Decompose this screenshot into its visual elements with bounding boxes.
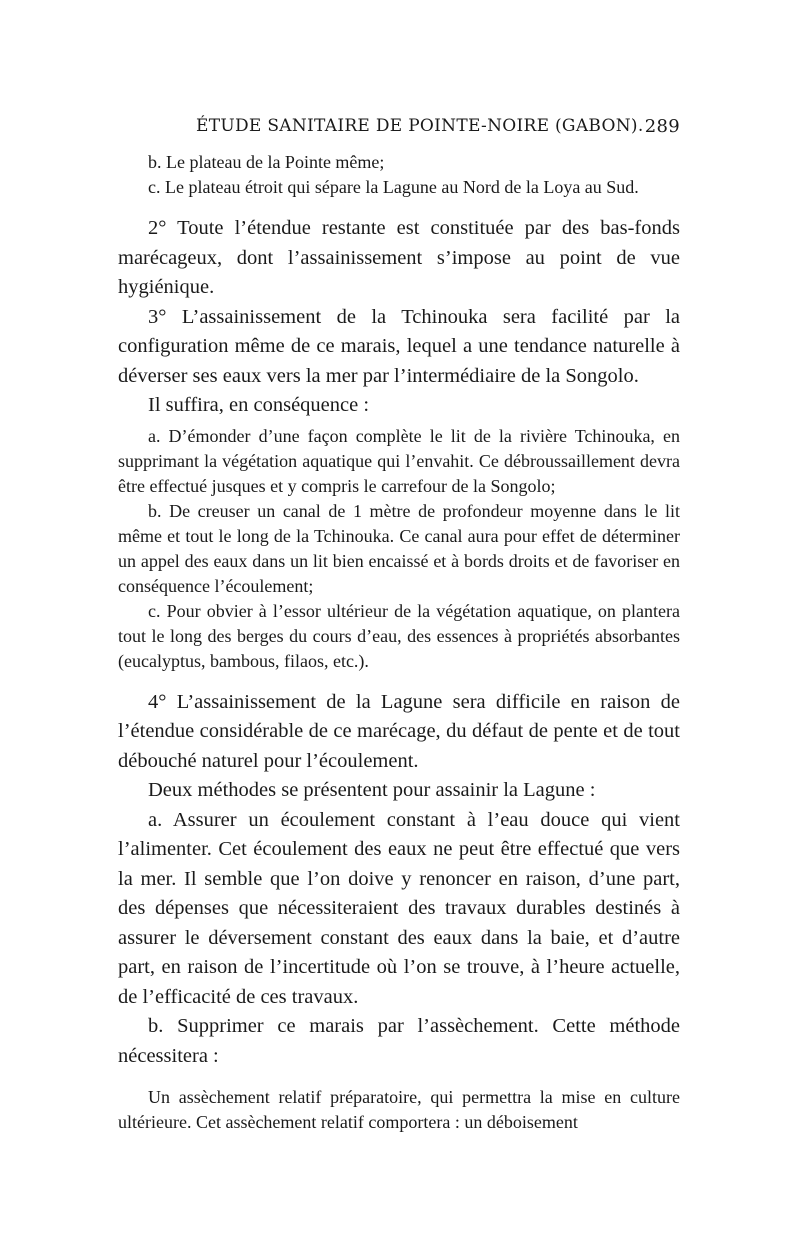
paragraph-list-b: b. Le plateau de la Pointe même; bbox=[148, 152, 385, 172]
paragraph-list-c: c. Le plateau étroit qui sépare la Lagune au Nord de la Loya au Sud. bbox=[148, 177, 639, 197]
page-body bbox=[118, 150, 680, 1135]
paragraph-tchinouka-b: b. De creuser un canal de 1 mètre de profondeur moyenne dans le lit même et tout le long de la Tchinouka. Ce canal aura pour effet de déterminer un appel des eaux dans un lit bien encaissé et à bords droits et de favoriser en conséquence l’écoulement; bbox=[118, 500, 680, 596]
paragraph-point-3: 3° L’assainissement de la Tchinouka sera facilité par la configuration même de ce marais, lequel a une tendance naturelle à déverser ses eaux vers la mer par l’intermédiaire de la Songolo. bbox=[118, 305, 680, 387]
page-number: 289 bbox=[644, 116, 680, 137]
running-header bbox=[118, 116, 680, 142]
paragraph-point-4: 4° L’assainissement de la Lagune sera difficile en raison de l’étendue considérable de ce marécage, du défaut de pente et de tout débouché naturel pour l’écoulement. bbox=[118, 690, 680, 772]
paragraph-drying: Un assèchement relatif préparatoire, qui permettra la mise en culture ultérieure. Cet assèchement relatif comportera : un déboisement bbox=[118, 1087, 680, 1132]
paragraph-point-2: 2° Toute l’étendue restante est constituée par des bas-fonds marécageux, dont l’assainissement s’impose au point de vue hygiénique. bbox=[118, 217, 680, 298]
paragraph-consequence: Il suffira, en conséquence : bbox=[148, 394, 370, 416]
paragraph-method-b: b. Supprimer ce marais par l’assèchement. Cette méthode nécessitera : bbox=[118, 1015, 680, 1067]
header-title: ÉTUDE SANITAIRE DE POINTE-NOIRE (GABON). bbox=[196, 116, 644, 136]
paragraph-two-methods: Deux méthodes se présentent pour assainir la Lagune : bbox=[148, 779, 596, 801]
paragraph-tchinouka-c: c. Pour obvier à l’essor ultérieur de la végétation aquatique, on plantera tout le long des berges du cours d’eau, des essences à propriétés absorbantes (eucalyptus, bambous, filaos, etc.). bbox=[118, 600, 680, 671]
paragraph-tchinouka-a: a. D’émonder d’une façon complète le lit de la rivière Tchinouka, en supprimant la végétation aquatique qui l’envahit. Ce débroussaillement devra être effectué jusques et y compris le carrefour de la Songolo; bbox=[118, 425, 680, 496]
paragraph-method-a: a. Assurer un écoulement constant à l’eau douce qui vient l’alimenter. Cet écoulement des eaux ne peut être effectué que vers la mer. Il semble que l’on doive y renoncer en raison, d’une part, des dépenses que nécessiteraient des travaux durables destinés à assurer le déversement constant des eaux dans la baie, et d’autre part, en raison de l’incertitude où l’on se trouve, à l’heure actuelle, de l’efficacité de ces travaux. bbox=[118, 808, 680, 1008]
